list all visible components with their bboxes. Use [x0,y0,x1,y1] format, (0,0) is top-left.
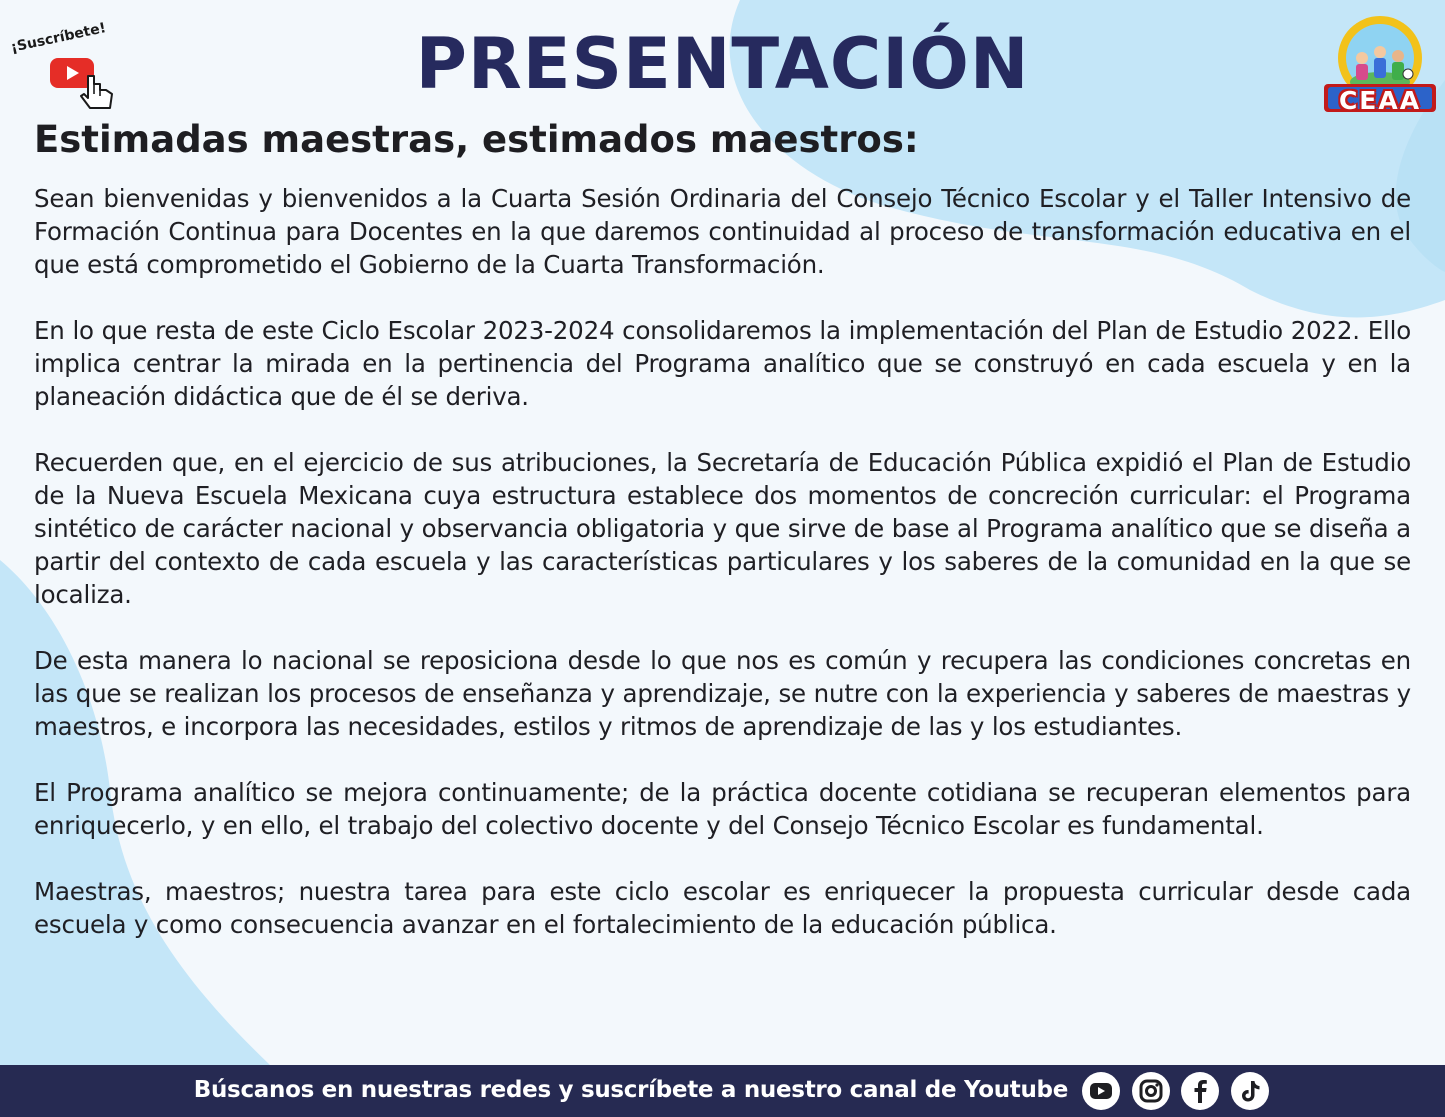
footer-bar [0,1065,1445,1117]
paragraph-welcome: Sean bienvenidas y bienvenidos a la Cuarta Sesión Ordinaria del Consejo Técnico Escolar y el Taller Intensivo de Formación Continua para Docentes en la que daremos continuidad al proceso de transformación educativa en el que está comprometido el Gobierno de la Cuarta Transformación. [34,184,1411,279]
greeting-heading: Estimadas maestras, estimados maestros: [34,118,919,161]
paragraph-curricular-structure: Recuerden que, en el ejercicio de sus atribuciones, la Secretaría de Educación Pública expidió el Plan de Estudio de la Nueva Escuela Mexicana cuya estructura establece dos momentos de concreción curricular: el Programa sintético de carácter nacional y observancia obligatoria y que sirve de base al Programa analítico que se diseña a partir del contexto de cada escuela y las características particulares y los saberes de la comunidad en la que se localiza. [34,448,1411,609]
facebook-icon[interactable] [1181,1072,1219,1110]
paragraph-program-improvement: El Programa analítico se mejora continuamente; de la práctica docente cotidiana se recuperan elementos para enriquecerlo, y en ello, el trabajo del colectivo docente y del Consejo Técnico Escolar es fundamental. [34,778,1411,840]
footer-text: Búscanos en nuestras redes y suscríbete a nuestro canal de Youtube [193,1077,1068,1103]
paragraph-closing-task: Maestras, maestros; nuestra tarea para este ciclo escolar es enriquecer la propuesta curricular desde cada escuela y como consecuencia avanzar en el fortalecimiento de la educación pública. [34,877,1411,939]
tiktok-icon[interactable] [1231,1072,1269,1110]
instagram-icon[interactable] [1132,1072,1170,1110]
page-title: PRESENTACIÓN [415,23,1030,105]
logo-text: CEAA [1338,86,1422,115]
subscribe-label: ¡Suscríbete! [9,20,108,56]
youtube-icon[interactable] [1082,1072,1120,1110]
body-text [34,182,1411,974]
paragraph-plan-2022: En lo que resta de este Ciclo Escolar 2023-2024 consolidaremos la implementación del Plan de Estudio 2022. Ello implica centrar la mirada en la pertinencia del Programa analítico que se construyó en cada escuela y en la planeación didáctica que de él se deriva. [34,316,1411,411]
ceaa-logo [1324,12,1436,115]
paragraph-national-context: De esta manera lo nacional se reposiciona desde lo que nos es común y recupera las condiciones concretas en las que se realizan los procesos de enseñanza y aprendizaje, se nutre con la experiencia y saberes de maestras y maestros, e incorpora las necesidades, estilos y ritmos de aprendizaje de las y los estudiantes. [34,646,1411,741]
